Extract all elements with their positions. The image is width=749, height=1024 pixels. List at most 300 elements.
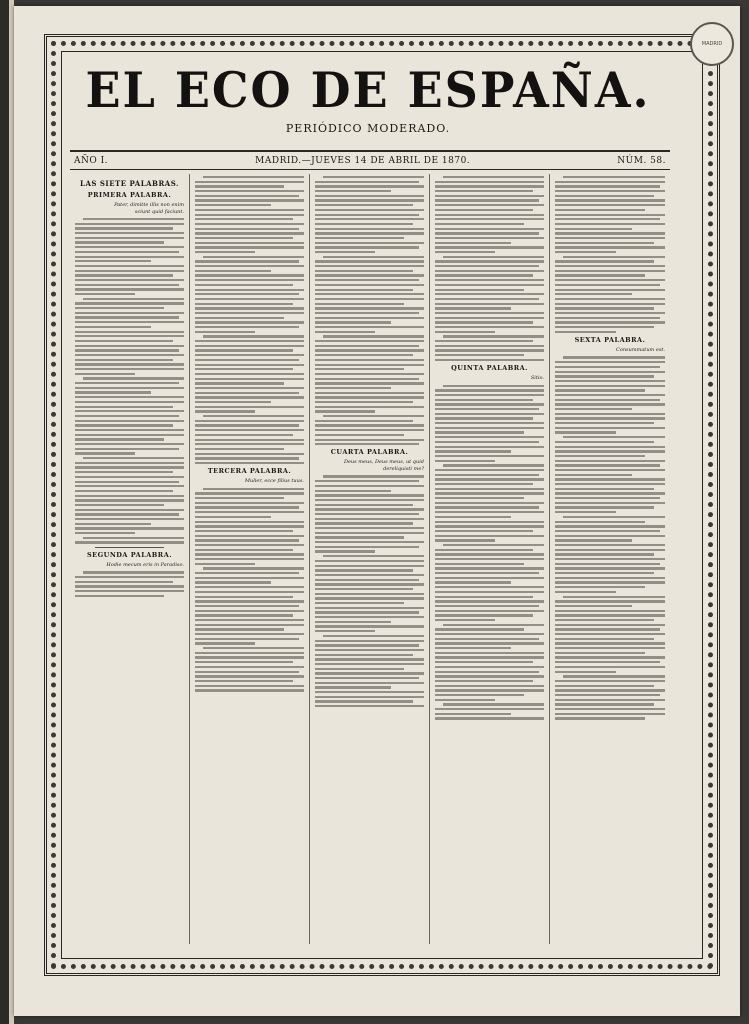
- text-line: [435, 652, 544, 654]
- text-line: [555, 366, 660, 368]
- text-line: [435, 246, 544, 248]
- text-line: [75, 316, 179, 318]
- newspaper-subtitle: PERIÓDICO MODERADO.: [285, 122, 451, 135]
- text-line: [435, 181, 544, 183]
- text-line: [323, 256, 424, 258]
- text-line: [195, 506, 299, 508]
- text-line: [435, 195, 544, 197]
- text-line: [315, 242, 424, 244]
- text-line: [435, 656, 544, 658]
- section-rule: [95, 547, 164, 548]
- text-line: [315, 284, 424, 286]
- text-line: [315, 312, 419, 314]
- text-line: [563, 436, 665, 438]
- text-line: [315, 307, 424, 309]
- text-line: [75, 476, 184, 478]
- text-line: [195, 596, 293, 598]
- text-line: [555, 638, 654, 640]
- text-line: [435, 717, 544, 719]
- text-line: [315, 274, 424, 276]
- text-line: [435, 511, 544, 513]
- text-line: [555, 417, 665, 419]
- text-line: [315, 569, 413, 571]
- text-line: [555, 506, 654, 508]
- text-line: [315, 621, 391, 623]
- text-line: [435, 204, 544, 206]
- text-line: [195, 378, 304, 380]
- text-line: [435, 680, 533, 682]
- text-line: [75, 471, 173, 473]
- text-line: [555, 293, 632, 295]
- text-line: [555, 478, 665, 480]
- text-line: [435, 427, 544, 429]
- library-stamp: [690, 22, 734, 66]
- column-1: [70, 174, 190, 944]
- text-line: [315, 668, 404, 670]
- text-line: [435, 223, 524, 225]
- text-line: [435, 567, 544, 569]
- text-line: [195, 642, 255, 644]
- text-line: [195, 382, 284, 384]
- text-line: [435, 586, 544, 588]
- text-line: [195, 497, 284, 499]
- text-line: [555, 539, 632, 541]
- text-line: [435, 312, 544, 314]
- text-line: [315, 546, 419, 548]
- article-text: [315, 475, 424, 707]
- text-line: [83, 457, 184, 459]
- text-line: [315, 583, 424, 585]
- text-line: [195, 586, 304, 588]
- text-line: [435, 237, 544, 239]
- text-line: [315, 588, 413, 590]
- text-line: [75, 246, 184, 248]
- text-line: [555, 312, 665, 314]
- text-line: [75, 331, 184, 333]
- text-line: [555, 605, 632, 607]
- text-line: [75, 576, 184, 578]
- text-line: [75, 387, 184, 389]
- text-line: [443, 385, 544, 387]
- section-heading: SEXTA PALABRA.: [574, 335, 646, 344]
- text-line: [443, 176, 544, 178]
- text-line: [195, 190, 304, 192]
- text-line: [315, 658, 424, 660]
- text-line: [315, 439, 424, 441]
- text-line: [75, 288, 184, 290]
- text-line: [435, 535, 544, 537]
- text-line: [195, 331, 255, 333]
- text-line: [195, 656, 304, 658]
- text-line: [435, 422, 544, 424]
- text-line: [555, 399, 660, 401]
- text-line: [555, 427, 665, 429]
- text-line: [315, 565, 424, 567]
- text-line: [555, 600, 665, 602]
- text-line: [315, 499, 424, 501]
- column-2: [190, 174, 310, 944]
- text-line: [435, 671, 539, 673]
- text-line: [555, 628, 660, 630]
- text-line: [435, 502, 544, 504]
- text-line: [315, 260, 424, 262]
- text-line: [315, 270, 413, 272]
- text-line: [555, 619, 654, 621]
- text-line: [555, 284, 660, 286]
- text-line: [75, 345, 184, 347]
- text-line: [195, 401, 271, 403]
- text-line: [315, 705, 424, 707]
- text-line: [195, 284, 293, 286]
- text-line: [315, 625, 424, 627]
- text-line: [555, 246, 665, 248]
- text-line: [555, 389, 645, 391]
- text-line: [555, 321, 665, 323]
- text-line: [315, 246, 419, 248]
- text-line: [195, 572, 299, 574]
- text-line: [555, 497, 660, 499]
- text-line: [315, 508, 424, 510]
- text-line: [555, 331, 616, 333]
- text-line: [435, 331, 495, 333]
- text-line: [435, 441, 539, 443]
- text-line: [75, 256, 184, 258]
- text-line: [75, 504, 164, 506]
- epigraph: Deus meus, Deus meus, ut quid dereliquisti me?: [343, 459, 424, 472]
- text-line: [315, 686, 391, 688]
- text-line: [435, 628, 524, 630]
- text-line: [555, 298, 665, 300]
- text-line: [195, 675, 304, 677]
- text-line: [195, 368, 293, 370]
- text-line: [435, 436, 544, 438]
- text-line: [555, 652, 645, 654]
- text-line: [555, 431, 616, 433]
- text-line: [195, 544, 304, 546]
- text-line: [555, 317, 660, 319]
- text-line: [75, 443, 184, 445]
- text-line: [555, 642, 665, 644]
- text-line: [435, 506, 539, 508]
- text-line: [315, 204, 413, 206]
- text-line: [435, 666, 544, 668]
- text-line: [435, 647, 511, 649]
- text-line: [195, 502, 304, 504]
- epigraph: Mulier, ecce filius tuus.: [244, 478, 304, 485]
- text-line: [195, 525, 304, 527]
- text-line: [75, 340, 173, 342]
- text-line: [555, 260, 654, 262]
- text-line: [75, 401, 184, 403]
- text-line: [435, 446, 544, 448]
- column-4: [430, 174, 550, 944]
- text-line: [75, 293, 135, 295]
- text-line: [435, 218, 544, 220]
- text-line: [315, 504, 413, 506]
- text-line: [435, 399, 533, 401]
- text-line: [315, 654, 413, 656]
- text-line: [315, 378, 419, 380]
- text-line: [315, 317, 424, 319]
- text-line: [195, 605, 299, 607]
- text-line: [435, 417, 533, 419]
- text-line: [315, 289, 413, 291]
- text-line: [435, 413, 544, 415]
- text-line: [75, 462, 184, 464]
- text-line: [75, 354, 184, 356]
- text-line: [315, 607, 424, 609]
- text-line: [195, 549, 293, 551]
- text-line: [555, 190, 665, 192]
- text-line: [315, 532, 424, 534]
- text-line: [435, 321, 533, 323]
- text-line: [555, 199, 665, 201]
- text-line: [83, 537, 184, 539]
- text-line: [83, 218, 184, 220]
- text-line: [315, 195, 424, 197]
- text-line: [75, 485, 184, 487]
- text-line: [315, 644, 419, 646]
- text-line: [195, 317, 284, 319]
- text-line: [195, 610, 304, 612]
- text-line: [195, 600, 304, 602]
- text-line: [75, 251, 179, 253]
- text-line: [435, 209, 533, 211]
- text-line: [315, 359, 424, 361]
- text-line: [435, 228, 544, 230]
- text-line: [315, 223, 413, 225]
- text-line: [315, 373, 424, 375]
- text-line: [315, 485, 424, 487]
- text-line: [323, 635, 424, 637]
- text-line: [195, 628, 284, 630]
- text-line: [75, 438, 164, 440]
- article-text: [315, 176, 424, 445]
- text-line: [315, 691, 424, 693]
- text-line: [555, 209, 645, 211]
- text-line: [435, 563, 524, 565]
- text-line: [555, 656, 665, 658]
- text-line: [555, 624, 665, 626]
- text-line: [195, 689, 304, 691]
- section-heading: TERCERA PALABRA.: [207, 467, 292, 476]
- text-line: [75, 527, 184, 529]
- text-line: [315, 574, 424, 576]
- text-line: [315, 392, 424, 394]
- text-line: [195, 274, 304, 276]
- text-line: [555, 413, 665, 415]
- text-line: [195, 279, 304, 281]
- text-line: [555, 717, 645, 719]
- text-line: [195, 373, 304, 375]
- text-line: [315, 420, 413, 422]
- text-line: [555, 633, 665, 635]
- text-line: [195, 345, 304, 347]
- text-line: [195, 312, 304, 314]
- text-line: [195, 563, 255, 565]
- text-line: [195, 410, 255, 412]
- text-line: [435, 455, 544, 457]
- text-line: [75, 312, 184, 314]
- text-line: [75, 227, 173, 229]
- text-line: [75, 518, 184, 520]
- text-line: [435, 572, 539, 574]
- text-line: [195, 209, 304, 211]
- text-line: [555, 289, 665, 291]
- text-line: [83, 298, 184, 300]
- text-line: [435, 185, 544, 187]
- text-line: [195, 349, 293, 351]
- text-line: [195, 685, 304, 687]
- text-line: [195, 516, 271, 518]
- text-line: [195, 396, 304, 398]
- text-line: [435, 521, 544, 523]
- text-line: [435, 497, 524, 499]
- text-line: [323, 555, 424, 557]
- text-line: [435, 460, 495, 462]
- text-line: [315, 616, 424, 618]
- text-line: [195, 340, 304, 342]
- text-line: [195, 666, 304, 668]
- text-line: [315, 232, 424, 234]
- text-line: [315, 228, 424, 230]
- text-line: [203, 488, 304, 490]
- text-line: [315, 298, 424, 300]
- text-line: [563, 356, 665, 358]
- text-line: [555, 185, 660, 187]
- text-line: [315, 696, 424, 698]
- text-line: [555, 228, 632, 230]
- text-line: [315, 214, 419, 216]
- text-line: [75, 585, 184, 587]
- text-line: [435, 265, 539, 267]
- text-line: [315, 602, 404, 604]
- text-line: [75, 424, 173, 426]
- text-line: [203, 256, 304, 258]
- article-text: [195, 488, 304, 692]
- text-line: [75, 466, 184, 468]
- text-line: [315, 382, 424, 384]
- text-line: [555, 403, 665, 405]
- text-line: [435, 713, 511, 715]
- text-line: [315, 579, 419, 581]
- text-line: [203, 567, 304, 569]
- text-line: [315, 185, 424, 187]
- text-line: [435, 326, 544, 328]
- text-line: [195, 652, 304, 654]
- text-line: [75, 595, 164, 597]
- text-line: [195, 619, 304, 621]
- text-line: [315, 364, 424, 366]
- text-line: [315, 536, 404, 538]
- text-line: [435, 345, 544, 347]
- text-line: [315, 218, 424, 220]
- text-line: [435, 260, 544, 262]
- text-line: [443, 544, 544, 546]
- text-line: [435, 675, 544, 677]
- text-line: [195, 434, 293, 436]
- text-line: [75, 509, 184, 511]
- text-line: [315, 663, 424, 665]
- text-line: [435, 614, 533, 616]
- text-line: [75, 420, 184, 422]
- text-line: [435, 596, 533, 598]
- text-line: [195, 511, 304, 513]
- text-line: [435, 539, 495, 541]
- text-line: [555, 474, 632, 476]
- text-line: [555, 307, 654, 309]
- text-line: [555, 274, 645, 276]
- text-line: [195, 661, 293, 663]
- text-line: [435, 642, 544, 644]
- text-line: [315, 672, 424, 674]
- text-line: [83, 571, 184, 573]
- text-line: [75, 434, 184, 436]
- text-line: [555, 535, 665, 537]
- dateline: [70, 150, 670, 170]
- text-line: [203, 335, 304, 337]
- text-line: [75, 302, 184, 304]
- epigraph: Consummatum est.: [616, 346, 665, 353]
- text-line: [555, 553, 654, 555]
- text-line: [435, 549, 533, 551]
- text-line: [75, 448, 179, 450]
- text-line: [555, 708, 665, 710]
- text-line: [435, 516, 511, 518]
- article-text: [75, 571, 184, 597]
- text-line: [195, 289, 304, 291]
- text-line: [315, 387, 391, 389]
- text-line: [203, 176, 304, 178]
- article-text: [555, 356, 665, 719]
- text-line: [195, 232, 304, 234]
- text-line: [555, 703, 654, 705]
- text-line: [195, 406, 304, 408]
- text-line: [195, 270, 271, 272]
- text-line: [195, 195, 299, 197]
- text-line: [555, 563, 660, 565]
- text-line: [435, 293, 544, 295]
- text-line: [555, 455, 645, 457]
- article-text: [435, 176, 544, 361]
- text-line: [435, 638, 539, 640]
- text-line: [435, 577, 544, 579]
- text-line: [315, 354, 413, 356]
- text-line: [435, 214, 544, 216]
- text-line: [315, 560, 424, 562]
- section-heading: SEGUNDA PALABRA.: [86, 550, 173, 559]
- text-line: [315, 331, 375, 333]
- text-line: [315, 237, 404, 239]
- text-line: [555, 689, 665, 691]
- section-heading: QUINTA PALABRA.: [451, 364, 528, 373]
- epigraph: Hodie mecum eris in Paradiso.: [106, 561, 184, 568]
- text-line: [315, 190, 391, 192]
- text-line: [435, 530, 533, 532]
- column-5: [550, 174, 670, 944]
- text-line: [315, 490, 391, 492]
- text-line: [315, 443, 419, 445]
- text-line: [315, 649, 424, 651]
- text-line: [555, 326, 654, 328]
- text-line: [435, 694, 524, 696]
- text-line: [555, 214, 665, 216]
- text-line: [75, 415, 179, 417]
- text-line: [315, 265, 424, 267]
- text-line: [555, 530, 660, 532]
- text-line: [555, 181, 665, 183]
- text-line: [435, 389, 544, 391]
